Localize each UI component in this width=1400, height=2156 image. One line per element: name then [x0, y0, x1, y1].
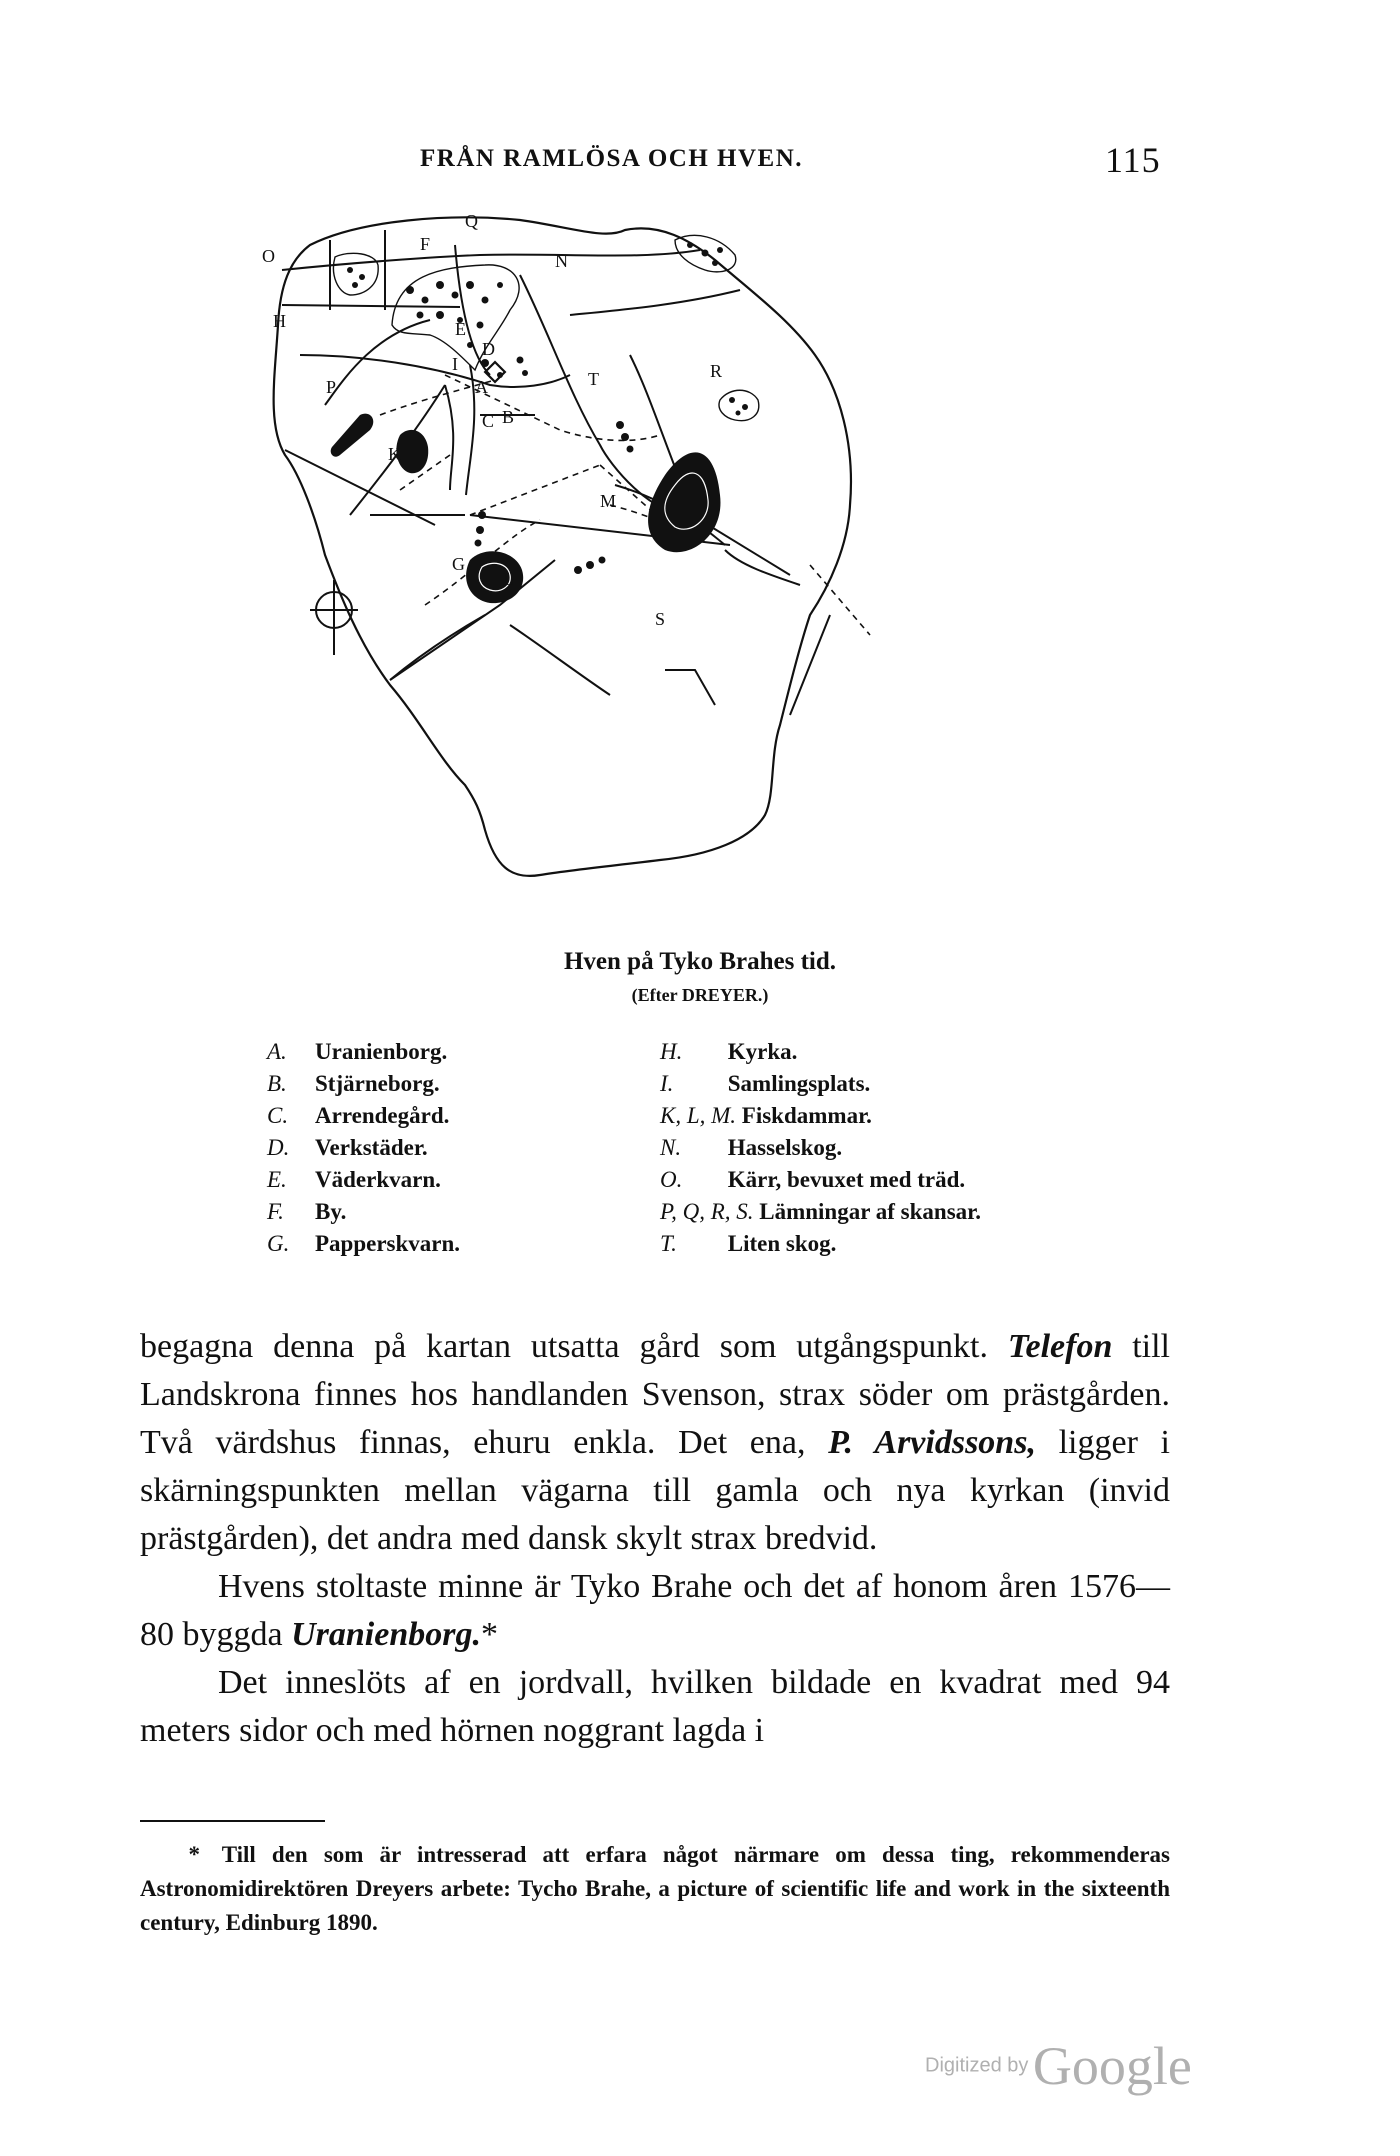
legend-row: [267, 1164, 460, 1196]
p2-text-a: Hvens stoltaste minne är Tyko Brahe och det af honom åren 1576—80 byggda: [140, 1568, 1170, 1653]
legend-key: E.: [267, 1167, 287, 1192]
legend-row: [267, 1068, 460, 1100]
map-label-a: A: [475, 377, 488, 397]
footnote-text: Till den som är intresserad att erfara något närmare om dessa ting, rekommenderas Astronomidirektören Dreyers arbete: Tycho Brahe, a picture of scientific life and work in the sixteenth century, Edinburg 1890.: [140, 1842, 1170, 1935]
map-label-b: B: [502, 407, 515, 427]
legend-row: [267, 1036, 460, 1068]
legend-text: Samlingsplats.: [727, 1071, 871, 1096]
legend-row: [660, 1068, 981, 1100]
footnote-mark: *: [188, 1842, 200, 1867]
legend-row: [267, 1196, 460, 1228]
legend-key: P, Q, R, S.: [660, 1199, 754, 1224]
legend-row: [660, 1036, 981, 1068]
legend-key: F.: [267, 1199, 284, 1224]
legend-key: O.: [660, 1167, 683, 1192]
p1-text-c: ligger i skärningspunkten mellan vägarna till gamla och nya kyrkan (invid prästgården), det andra med dansk skylt strax bredvid.: [140, 1424, 1170, 1557]
legend-text: Kyrka.: [727, 1039, 798, 1064]
legend-text: Lämningar af skansar.: [759, 1199, 982, 1224]
legend-text: Kärr, bevuxet med träd.: [727, 1167, 966, 1192]
watermark-prefix: Digitized by: [925, 2054, 1029, 2077]
page-number: 115: [1105, 140, 1161, 180]
legend-row: [660, 1132, 981, 1164]
legend-row: [660, 1164, 981, 1196]
p1-text-a: begagna denna på kartan utsatta gård som utgångspunkt.: [140, 1328, 988, 1365]
legend-text: Stjärneborg.: [315, 1071, 440, 1096]
map-label-m: M: [600, 491, 617, 511]
map-dashed-paths: [380, 375, 870, 635]
p1-text-b: till Landskrona finnes hos handlanden Svenson, strax söder om prästgården. Två värdshus finnas, ehuru enkla. Det ena,: [140, 1328, 1171, 1461]
legend-left: [267, 1036, 460, 1260]
footnote: [140, 1838, 1170, 1940]
map-label-c: C: [482, 411, 495, 431]
paragraph-3: Det inneslöts af en jordvall, hvilken bildade en kvadrat med 94 meters sidor och med hörnen noggrant lagda i: [140, 1664, 1170, 1749]
legend-key: N.: [660, 1135, 682, 1160]
pond-l: [466, 551, 523, 603]
map-label-d: D: [482, 339, 495, 359]
pond-k: [396, 430, 428, 473]
map-label-l: L: [503, 569, 514, 589]
hven-map: [262, 211, 1070, 935]
paragraph-2: [140, 1563, 1170, 1659]
legend-text: Liten skog.: [727, 1231, 837, 1256]
legend-text: Papperskvarn.: [315, 1231, 461, 1256]
map-label-f: F: [420, 234, 431, 254]
legend-row: [660, 1228, 981, 1260]
legend-key: A.: [267, 1039, 287, 1064]
legend-key: G.: [267, 1231, 290, 1256]
legend-right: [660, 1036, 981, 1260]
p1-telefon: Telefon: [1007, 1328, 1113, 1365]
legend-text: Hasselskog.: [727, 1135, 843, 1160]
map-woods: [333, 235, 758, 420]
map-label-r: R: [710, 361, 723, 381]
legend-row: [267, 1132, 460, 1164]
map-label-e: E: [455, 319, 466, 339]
legend-text: By.: [315, 1199, 347, 1224]
legend-key: D.: [267, 1135, 290, 1160]
map-label-g: G: [452, 554, 465, 574]
footnote-rule: [140, 1820, 325, 1822]
running-title: FRÅN RAMLÖSA OCH HVEN.: [420, 145, 804, 172]
body-text: [140, 1323, 1170, 1755]
running-header: [0, 140, 1400, 185]
legend-key: H.: [660, 1039, 683, 1064]
pond-m: [648, 452, 720, 552]
google-logo: Google: [1032, 2036, 1192, 2096]
p1-name: P. Arvidssons,: [828, 1424, 1036, 1461]
map-label-h: H: [273, 311, 286, 331]
map-label-s: S: [655, 609, 666, 629]
figure-credit: (Efter DREYER.): [631, 985, 769, 1005]
compass-symbol: [310, 580, 358, 655]
legend-key: K, L, M.: [660, 1103, 737, 1128]
digitized-watermark: [925, 2035, 1192, 2097]
map-label-i: I: [452, 354, 458, 374]
map-label-t: T: [588, 369, 599, 389]
paragraph-1: [140, 1323, 1170, 1563]
map-label-o: O: [262, 246, 275, 266]
legend-text: Väderkvarn.: [315, 1167, 441, 1192]
legend-row: [660, 1196, 981, 1228]
map-label-k: K: [388, 444, 401, 464]
legend-key: B.: [267, 1071, 287, 1096]
legend-text: Fiskdammar.: [741, 1103, 872, 1128]
legend-row: [267, 1100, 460, 1132]
figure-caption: Hven på Tyko Brahes tid.: [563, 948, 837, 975]
legend-row: [267, 1228, 460, 1260]
island-outline: [274, 217, 851, 876]
legend-key: I.: [660, 1071, 674, 1096]
legend-text: Arrendegård.: [315, 1103, 450, 1128]
map-label-p: P: [326, 377, 337, 397]
legend-key: T.: [660, 1231, 677, 1256]
p2-star: *: [480, 1616, 498, 1653]
legend-row: [660, 1100, 981, 1132]
map-label-q: Q: [465, 211, 478, 231]
map-ponds: [331, 357, 721, 604]
legend-key: C.: [267, 1103, 289, 1128]
map-label-n: N: [555, 251, 568, 271]
legend-text: Verkstäder.: [315, 1135, 428, 1160]
legend-text: Uranienborg.: [315, 1039, 448, 1064]
p2-name: Uranienborg.: [291, 1616, 481, 1653]
